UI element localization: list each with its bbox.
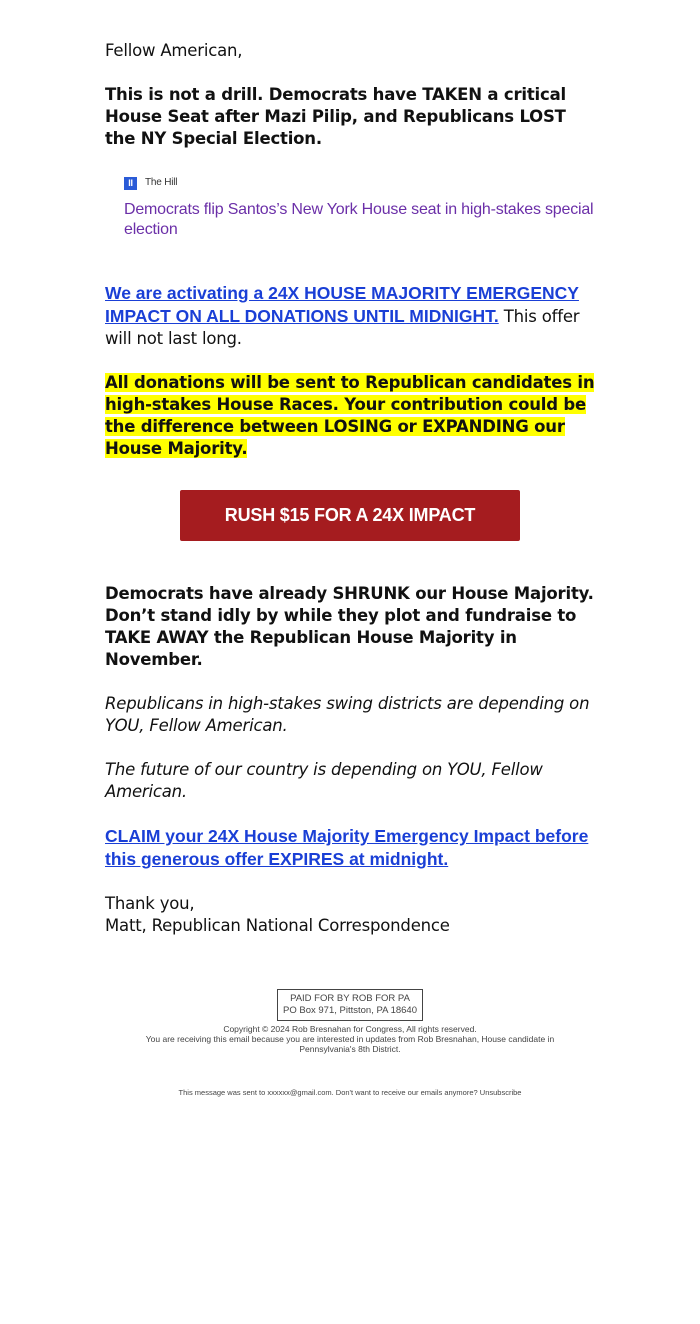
paid-for-box — [277, 989, 423, 1021]
news-source: The Hill — [145, 177, 178, 188]
italic-paragraph-1: Republicans in high-stakes swing districts are depending on YOU, Fellow American. — [105, 694, 590, 735]
italic-paragraph-2: The future of our country is depending on YOU, Fellow American. — [105, 760, 543, 801]
thanks: Thank you, — [105, 894, 195, 913]
subscription-reason: You are receiving this email because you are interested in updates from Rob Bresnahan, House candidate in Pennsylvania's 8th District. — [145, 1034, 555, 1054]
email-body — [105, 40, 600, 937]
offer-note: This offer will not last long. — [105, 307, 580, 348]
news-headline-link[interactable]: Democrats flip Santos’s New York House seat in high-stakes special election — [124, 201, 594, 238]
the-hill-logo-icon: II — [124, 177, 137, 190]
intro-paragraph: This is not a drill. Democrats have TAKEN a critical House Seat after Mazi Pilip, and Republicans LOST the NY Special Election. — [105, 85, 566, 148]
unsubscribe-link[interactable]: Unsubscribe — [479, 1088, 522, 1097]
news-card[interactable] — [124, 172, 600, 240]
claim-impact-link[interactable]: CLAIM your 24X House Majority Emergency Impact before this generous offer EXPIRES at midnight. — [105, 826, 589, 869]
highlighted-donation-note: All donations will be sent to Republican candidates in high-stakes House Races. Your contribution could be the difference between LOSING or EXPANDING our House Majority. — [105, 373, 595, 458]
rush-donate-button[interactable]: RUSH $15 FOR A 24X IMPACT — [180, 490, 520, 541]
greeting: Fellow American, — [105, 41, 243, 60]
address-line: PO Box 971, Pittston, PA 18640 — [283, 1005, 417, 1016]
signature: Matt, Republican National Correspondence — [105, 916, 450, 935]
footer — [0, 989, 700, 1097]
activate-impact-link[interactable]: We are activating a 24X HOUSE MAJORITY EMERGENCY IMPACT ON ALL DONATIONS UNTIL MIDNIGHT. — [105, 283, 579, 326]
copyright: Copyright © 2024 Rob Bresnahan for Congress, All rights reserved. — [223, 1024, 477, 1034]
paid-for-line: PAID FOR BY ROB FOR PA — [290, 993, 410, 1004]
sent-to-note: This message was sent to xxxxxx@gmail.com. Don't want to receive our emails anymore? — [178, 1088, 480, 1097]
shrunk-paragraph: Democrats have already SHRUNK our House Majority. Don’t stand idly by while they plot and fundraise to TAKE AWAY the Republican House Majority in November. — [105, 584, 594, 669]
